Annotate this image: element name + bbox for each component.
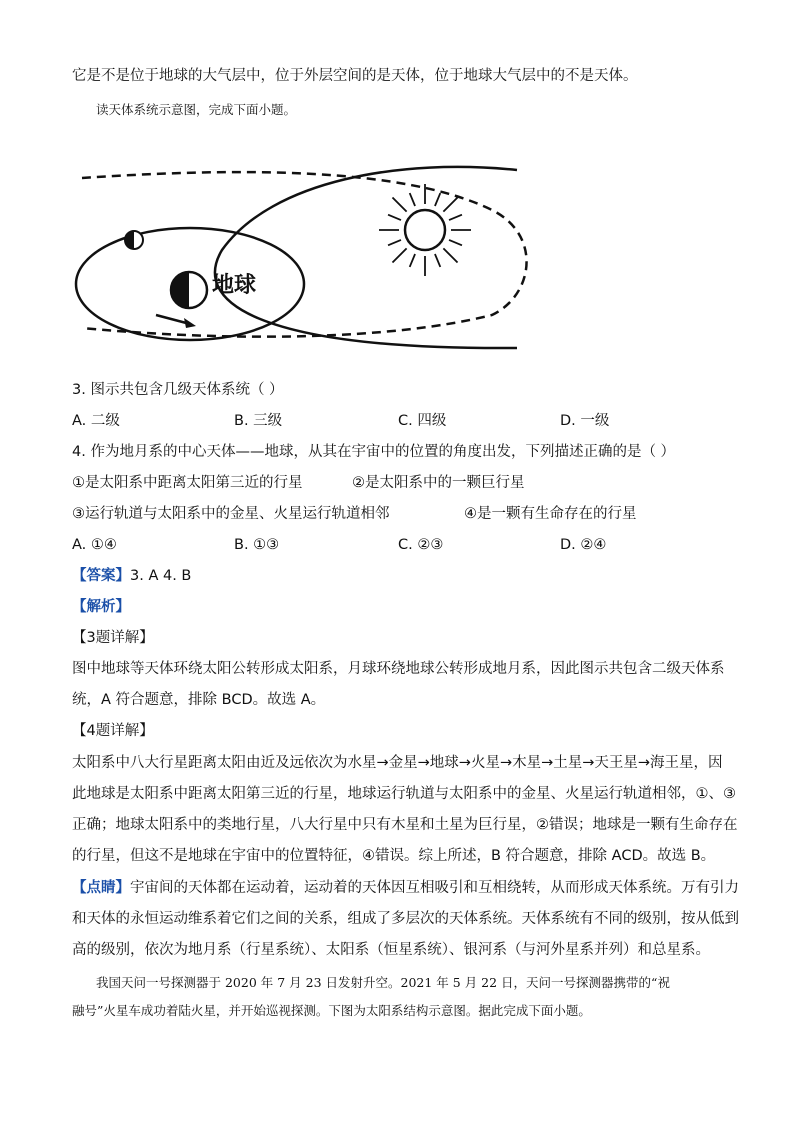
tip-label: 【点睛】 bbox=[72, 880, 130, 896]
earth-icon bbox=[171, 272, 207, 308]
q3-option-a: A. 二级 bbox=[72, 413, 120, 429]
answer-line bbox=[72, 566, 191, 586]
answer-label: 【答案】 bbox=[72, 568, 130, 584]
direction-arrow-icon bbox=[156, 315, 196, 328]
analysis-label: 【解析】 bbox=[72, 599, 130, 615]
celestial-system-diagram bbox=[72, 150, 532, 360]
q3-option-b: B. 三级 bbox=[234, 413, 283, 429]
sun-ray bbox=[392, 197, 406, 211]
answer-text: 3. A 4. B bbox=[130, 568, 192, 584]
q4-option-b: B. ①③ bbox=[234, 537, 280, 553]
earth-label: 地球 bbox=[212, 273, 257, 298]
q3-detail-line-1: 图中地球等天体环绕太阳公转形成太阳系，月球环绕地球公转形成地月系，因此图示共包含二级天体系 bbox=[72, 661, 725, 677]
tip-line-1 bbox=[72, 878, 739, 898]
q4-stem: 4. 作为地月系的中心天体——地球，从其在宇宙中的位置的角度出发，下列描述正确的是（ ） bbox=[72, 444, 676, 460]
sun-icon bbox=[379, 184, 471, 276]
q4-statement-3: ③运行轨道与太阳系中的金星、火星运行轨道相邻 bbox=[72, 506, 390, 522]
q4-option-d: D. ②④ bbox=[560, 537, 607, 553]
sun-ray bbox=[443, 248, 457, 262]
moon-icon bbox=[125, 231, 143, 249]
q4-detail-line-3: 正确；地球太阳系中的类地行星，八大行星中只有木星和土星为巨行星，②错误；地球是一颗有生命存在 bbox=[72, 817, 738, 833]
sun-ray bbox=[388, 215, 401, 220]
q3-detail-label: 【3题详解】 bbox=[72, 630, 154, 646]
tip-text-1: 宇宙间的天体都在运动着，运动着的天体因互相吸引和互相绕转，从而形成天体系统。万有引力 bbox=[130, 880, 739, 896]
q3-detail-line-2: 统，A 符合题意，排除 BCD。故选 A。 bbox=[72, 692, 326, 708]
sun-ray bbox=[443, 197, 457, 211]
sun-ray bbox=[410, 193, 415, 206]
q4-detail-line-4: 的行星，但这不是地球在宇宙中的位置特征，④错误。综上所述，B 符合题意，排除 ACD。故选 B。 bbox=[72, 848, 716, 864]
q4-detail-label: 【4题详解】 bbox=[72, 723, 154, 739]
q3-option-c: C. 四级 bbox=[398, 413, 447, 429]
sun-ray bbox=[392, 248, 406, 262]
q4-statement-1: ①是太阳系中距离太阳第三近的行星 bbox=[72, 475, 303, 491]
q4-detail-line-1: 太阳系中八大行星距离太阳由近及远依次为水星→金星→地球→火星→木星→土星→天王星→海王星，因 bbox=[72, 755, 723, 771]
q3-option-d: D. 一级 bbox=[560, 413, 610, 429]
sun-ray bbox=[410, 254, 415, 267]
sun-ray bbox=[388, 240, 401, 245]
next-intro-line-1: 我国天问一号探测器于 2020 年 7 月 23 日发射升空。2021 年 5 月 22 日，天问一号探测器携带的“祝 bbox=[96, 975, 670, 990]
sun-ray bbox=[435, 193, 440, 206]
next-intro-line-2: 融号”火星车成功着陆火星，并开始巡视探测。下图为太阳系结构示意图。据此完成下面小题。 bbox=[72, 1003, 591, 1018]
q3-stem: 3. 图示共包含几级天体系统（ ） bbox=[72, 382, 284, 398]
sun-ray bbox=[449, 240, 462, 245]
q4-option-c: C. ②③ bbox=[398, 537, 444, 553]
q4-statement-4: ④是一颗有生命存在的行星 bbox=[464, 506, 637, 522]
sun-ray bbox=[435, 254, 440, 267]
solar-orbit-dashed bbox=[82, 172, 527, 337]
tip-line-3: 高的级别，依次为地月系（行星系统）、太阳系（恒星系统）、银河系（与河外星系并列）和总星系。 bbox=[72, 942, 710, 958]
q4-statement-2: ②是太阳系中的一颗巨行星 bbox=[352, 475, 525, 491]
q4-option-a: A. ①④ bbox=[72, 537, 117, 553]
orbit-curve-solid bbox=[215, 167, 517, 348]
instruction-line: 读天体系统示意图，完成下面小题。 bbox=[96, 102, 297, 117]
q4-detail-line-2: 此地球是太阳系中距离太阳第三近的行星，地球运行轨道与太阳系中的金星、火星运行轨道相邻，①、③ bbox=[72, 786, 736, 802]
tip-line-2: 和天体的永恒运动维系着它们之间的关系，组成了多层次的天体系统。天体系统有不同的级别，按从低到 bbox=[72, 911, 739, 927]
intro-line: 它是不是位于地球的大气层中，位于外层空间的是天体，位于地球大气层中的不是天体。 bbox=[72, 68, 638, 84]
sun-ray bbox=[449, 215, 462, 220]
